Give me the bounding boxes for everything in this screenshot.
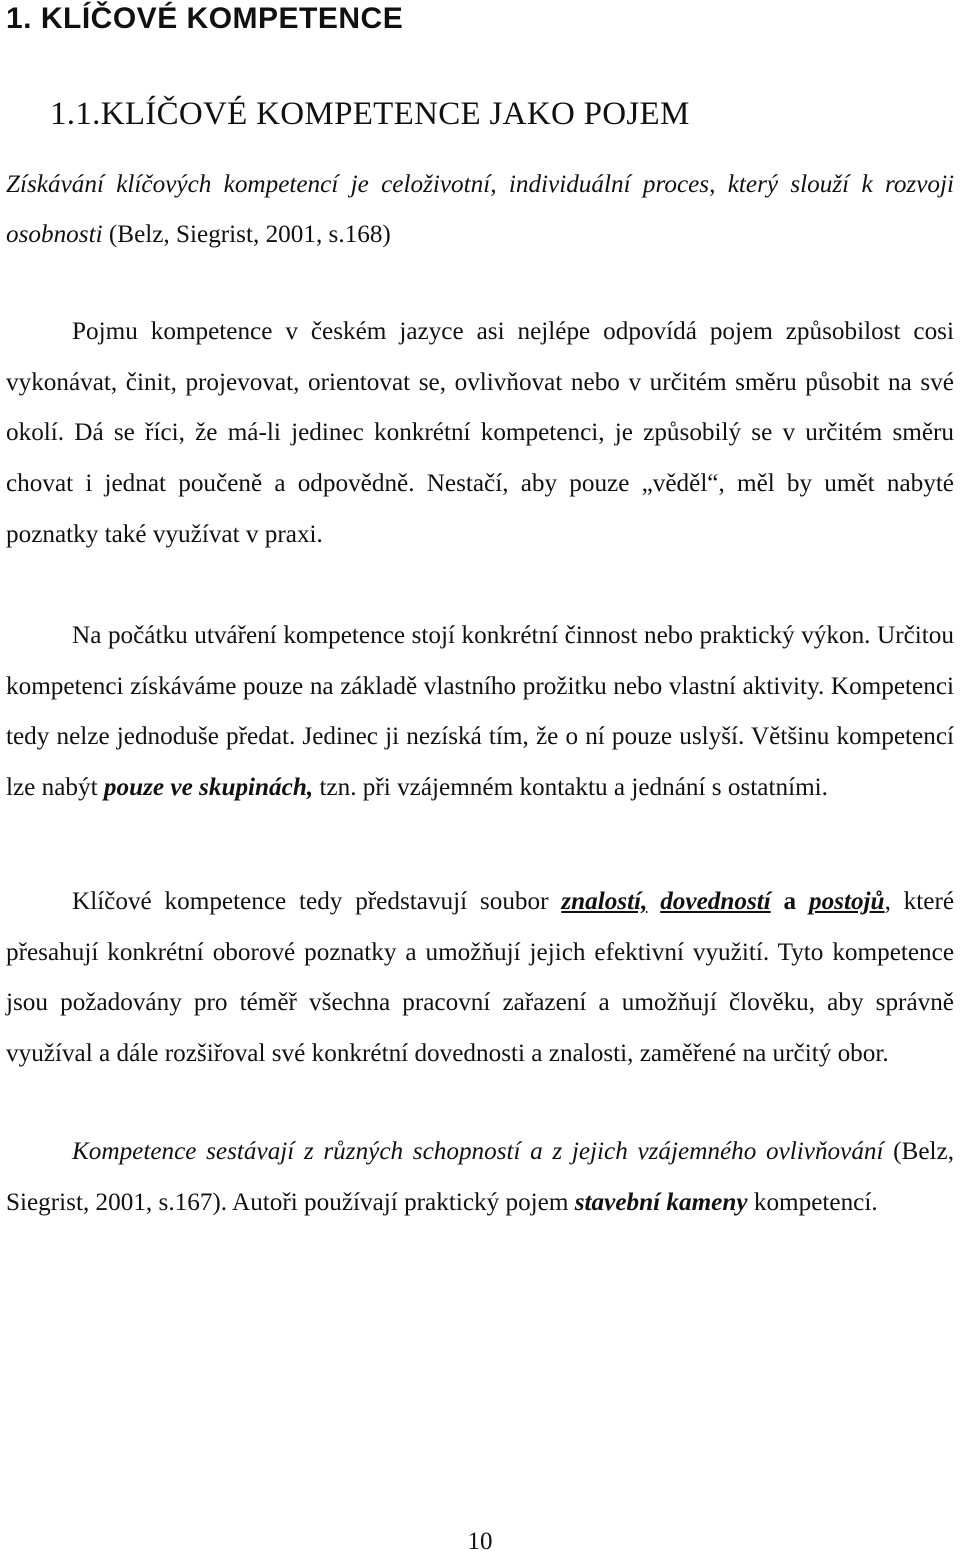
paragraph-3-conjunction: a: [770, 888, 809, 915]
chapter-heading: 1. KLÍČOVÉ KOMPETENCE: [6, 2, 404, 35]
term-postoju: postojů: [808, 888, 885, 915]
paragraph-4: [6, 1127, 954, 1228]
paragraph-1: Pojmu kompetence v českém jazyce asi nejlépe odpovídá pojem způsobilost cosi vykonávat, činit, projevovat, orientovat se, ovlivňovat nebo v určitém směru působit na své okolí. Dá se říci, že má-li jedinec konkrétní kompetenci, je způsobilý se v určitém směru chovat i jednat poučeně a odpovědně. Nestačí, aby pouze „věděl“, měl by umět nabyté poznatky také využívat v praxi.: [6, 318, 954, 548]
term-dovednosti: dovedností: [660, 888, 771, 915]
paragraph-3-text-end: , které přesahují konkrétní oborové poznatky a umožňují jejich efektivní využití. Tyto kompetence jsou požadovány pro téměř všechna pracovní zařazení a umožňují člověku, aby správně využíval a dále rozšiřoval své konkrétní dovednosti a znalosti, zaměřené na určitý obor.: [6, 888, 955, 1068]
paragraph-4-text-end: kompetencí.: [747, 1188, 878, 1216]
paragraph-2-emphasis: pouze ve skupinách,: [103, 774, 314, 802]
term-stavebni-kameny: stavební kameny: [574, 1188, 748, 1216]
paragraph-3: [6, 877, 954, 1080]
paragraph-2-text-start: Na počátku utváření kompetence stojí konkrétní činnost nebo praktický výkon. Určitou kompetenci získáváme pouze na základě vlastního prožitku nebo vlastní aktivity. Kompetenci tedy nelze jednoduše předat. Jedinec ji nezíská tím, že o ní pouze uslyší. Většinu kompetencí lze nabýt: [6, 622, 954, 802]
section-heading: 1.1.KLÍČOVÉ KOMPETENCE JAKO POJEM: [50, 96, 690, 132]
quote-paragraph: [6, 160, 954, 260]
paragraph-2: [6, 611, 954, 814]
paragraph-3-text-start: Klíčové kompetence tedy představují soubor: [72, 888, 562, 915]
paragraph-2-text-end: tzn. při vzájemném kontaktu a jednání s ostatními.: [313, 774, 828, 802]
paragraph-4-citation: (Belz, Siegrist, 2001, s.167). Autoři používají praktický pojem: [6, 1138, 955, 1216]
paragraph-4-italic: Kompetence sestávají z různých schopností a z jejich vzájemného ovlivňování: [72, 1138, 884, 1165]
term-znalosti: znalostí,: [561, 888, 648, 915]
quote-citation: (Belz, Siegrist, 2001, s.168): [102, 221, 391, 248]
quote-text: Získávání klíčových kompetencí je celoživotní, individuální proces, který slouží k rozvoji osobnosti: [6, 171, 954, 248]
page-number: 10: [467, 1528, 493, 1555]
